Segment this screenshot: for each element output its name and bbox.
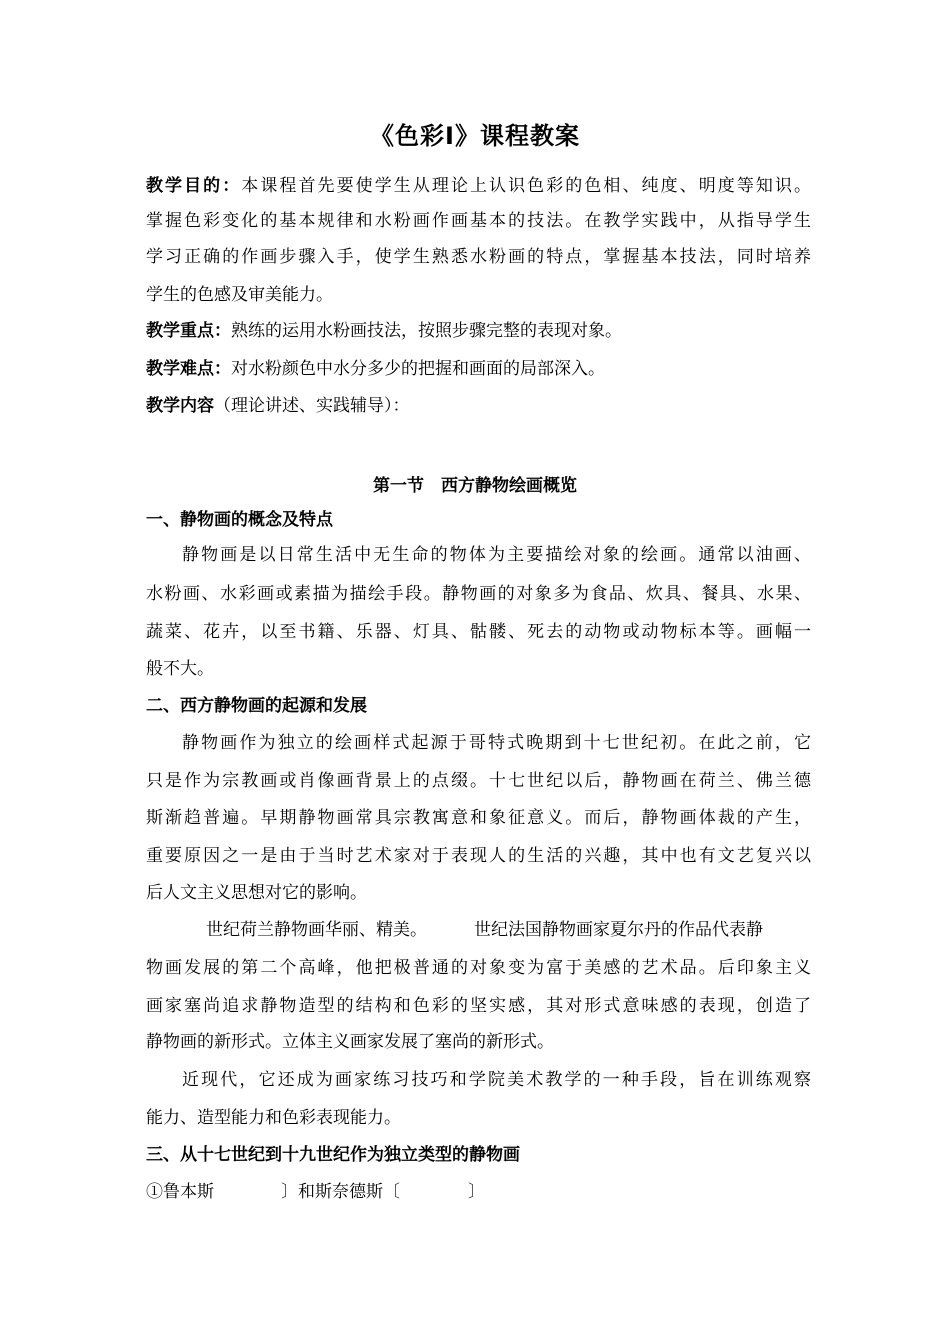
para-3-line-2: 物画发展的第二个高峰，他把极普通的对象变为富于美感的艺术品。后印象主义 — [146, 958, 811, 978]
page-title: 《色彩Ⅰ》课程教案 — [370, 122, 580, 150]
objective-line-4: 学生的色感及审美能力。 — [146, 285, 333, 305]
objective-line-3: 学习正确的作画步骤入手，使学生熟悉水粉画的特点，掌握基本技法，同时培养 — [146, 247, 811, 267]
objective-text-1: 本课程首先要使学生从理论上认识色彩的色相、纯度、明度等知识。 — [241, 176, 811, 196]
item-1-part-c: 〕 — [468, 1182, 485, 1202]
difficulty-line — [146, 359, 811, 379]
content-text: （理论讲述、实践辅导）： — [214, 396, 410, 416]
item-1-line — [146, 1182, 811, 1202]
para-2-line-5: 后人文主义思想对它的影响。 — [146, 883, 367, 903]
para-3-line-1 — [206, 920, 811, 940]
section-title: 第一节 西方静物绘画概览 — [373, 476, 577, 496]
heading-1: 一、静物画的概念及特点 — [146, 510, 333, 530]
para-4-line-2: 能力、造型能力和色彩表现能力。 — [146, 1108, 401, 1128]
para-2-line-4: 重要原因之一是由于当时艺术家对于表现人的生活的兴趣，其中也有文艺复兴以 — [146, 846, 811, 866]
para-3-line-1-part-a: 世纪荷兰静物画华丽、精美。 — [206, 920, 427, 940]
para-3-line-4: 静物画的新形式。立体主义画家发展了塞尚的新形式。 — [146, 1032, 554, 1052]
item-1-part-b: 〕和斯奈德斯〔 — [281, 1182, 400, 1202]
para-4-line-1: 近现代，它还成为画家练习技巧和学院美术教学的一种手段，旨在训练观察 — [182, 1070, 811, 1090]
difficulty-text: 对水粉颜色中水分多少的把握和画面的局部深入。 — [231, 359, 605, 379]
para-1-line-1: 静物画是以日常生活中无生命的物体为主要描绘对象的绘画。通常以油画、 — [182, 545, 811, 565]
difficulty-label: 教学难点： — [146, 359, 231, 379]
objective-label: 教学目的： — [146, 176, 242, 196]
objective-line-1 — [146, 176, 811, 196]
content-line — [146, 396, 811, 416]
para-1-line-3: 蔬菜、花卉，以至书籍、乐器、灯具、骷髅、死去的动物或动物标本等。画幅一 — [146, 622, 811, 642]
item-1-part-a: ①鲁本斯 — [146, 1182, 214, 1202]
para-2-line-2: 只是作为宗教画或肖像画背景上的点缀。十七世纪以后，静物画在荷兰、佛兰德 — [146, 771, 811, 791]
objective-line-2: 掌握色彩变化的基本规律和水粉画作画基本的技法。在教学实践中，从指导学生 — [146, 211, 811, 231]
para-3-line-3: 画家塞尚追求静物造型的结构和色彩的坚实感，其对形式意味感的表现，创造了 — [146, 996, 811, 1016]
heading-2: 二、西方静物画的起源和发展 — [146, 696, 367, 716]
key-point-text: 熟练的运用水粉画技法，按照步骤完整的表现对象。 — [231, 321, 622, 341]
para-2-line-1: 静物画作为独立的绘画样式起源于哥特式晚期到十七世纪初。在此之前，它 — [182, 733, 811, 753]
para-1-line-4: 般不大。 — [146, 659, 214, 679]
key-point-label: 教学重点： — [146, 321, 231, 341]
heading-3: 三、从十七世纪到十九世纪作为独立类型的静物画 — [146, 1145, 520, 1165]
para-2-line-3: 斯渐趋普遍。早期静物画常具宗教寓意和象征意义。而后，静物画体裁的产生， — [146, 808, 811, 828]
para-1-line-2: 水粉画、水彩画或素描为描绘手段。静物画的对象多为食品、炊具、餐具、水果、 — [146, 584, 811, 604]
key-point-line — [146, 321, 811, 341]
content-label: 教学内容 — [146, 396, 214, 416]
para-3-line-1-part-b: 世纪法国静物画家夏尔丹的作品代表静 — [474, 920, 763, 940]
